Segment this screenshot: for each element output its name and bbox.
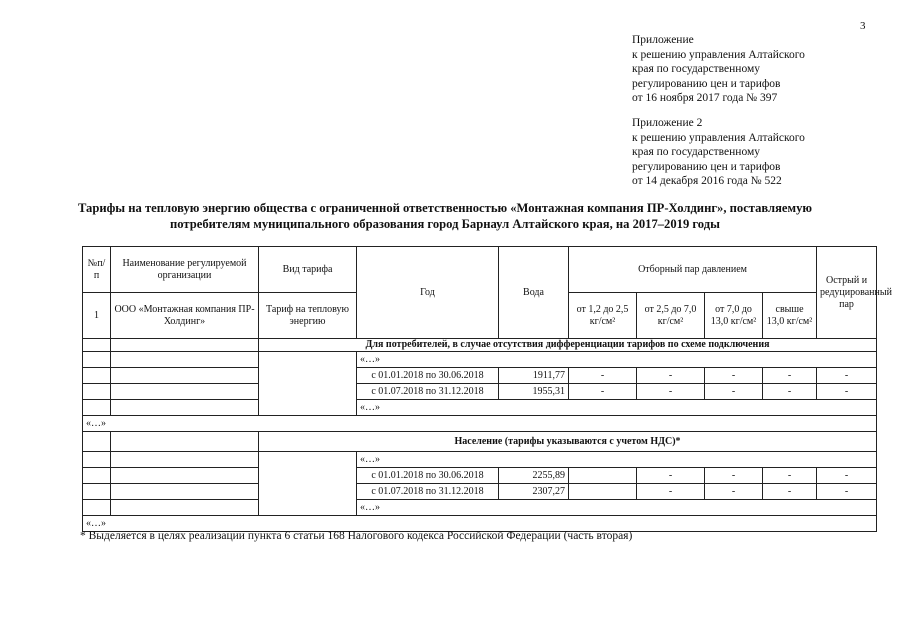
value-cell: - <box>705 384 763 400</box>
title-line-1: Тарифы на тепловую энергию общества с ограниченной ответственностью «Монтажная компания ПР-Холдинг», поставляемую <box>77 201 813 215</box>
value-cell: - <box>705 368 763 384</box>
value-cell: - <box>705 468 763 484</box>
appendix-line: края по государственному <box>632 63 760 76</box>
section1-title: Для потребителей, в случае отсутствия дифференциации тарифов по схеме подключения <box>259 339 877 352</box>
value-cell: - <box>637 468 705 484</box>
section2-ellipsis-bottom: «…» <box>357 500 877 516</box>
appendix-previous <box>632 116 872 189</box>
header-org: Наименование регулируемой организации <box>111 247 259 293</box>
section2-title: Население (тарифы указываются с учетом НДС)* <box>259 432 877 452</box>
header-pressure-2: от 2,5 до 7,0 кг/см² <box>637 293 705 339</box>
appendix-line: к решению управления Алтайского <box>632 131 805 144</box>
table-row <box>83 400 877 416</box>
value-cell: - <box>569 384 637 400</box>
water-value: 2255,89 <box>499 468 569 484</box>
table-row <box>83 452 877 468</box>
header-sharp-steam: Острый и редуцированный пар <box>817 247 877 339</box>
value-cell: - <box>763 384 817 400</box>
section1-ellipsis-bottom: «…» <box>357 400 877 416</box>
value-cell: - <box>817 484 877 500</box>
table-row <box>83 484 877 500</box>
value-cell: - <box>763 468 817 484</box>
document-title <box>20 201 870 232</box>
tariff-table <box>82 246 892 532</box>
org-tariff-type: Тариф на тепловую энергию <box>259 293 357 339</box>
header-row-1 <box>83 247 877 293</box>
section1-ellipsis-top: «…» <box>357 352 877 368</box>
footnote: * Выделяется в целях реализации пункта 6 статьи 168 Налогового кодекса Российской Федерации (часть вторая) <box>80 530 633 542</box>
appendix-line: регулированию цен и тарифов <box>632 160 781 173</box>
section2-ellipsis-top: «…» <box>357 452 877 468</box>
separator-ellipsis: «…» <box>83 516 877 532</box>
value-cell: - <box>817 468 877 484</box>
appendix-line: Приложение <box>632 34 694 46</box>
value-cell: - <box>637 484 705 500</box>
table-row <box>83 368 877 384</box>
header-pressure-4: свыше 13,0 кг/см² <box>763 293 817 339</box>
table-row <box>83 384 877 400</box>
header-tariff-type: Вид тарифа <box>259 247 357 293</box>
header-steam-group: Отборный пар давлением <box>569 247 817 293</box>
value-cell: - <box>637 368 705 384</box>
title-line-2: потребителям муниципального образования город Барнаул Алтайского края, на 2017–2019 годы <box>170 216 720 231</box>
table-row <box>83 468 877 484</box>
value-cell: - <box>763 368 817 384</box>
table-row <box>83 352 877 368</box>
value-cell: - <box>763 484 817 500</box>
value-cell: - <box>705 484 763 500</box>
period-cell: с 01.01.2018 по 30.06.2018 <box>357 368 499 384</box>
header-pressure-3: от 7,0 до 13,0 кг/см² <box>705 293 763 339</box>
water-value: 2307,27 <box>499 484 569 500</box>
water-value: 1911,77 <box>499 368 569 384</box>
table-row <box>83 500 877 516</box>
appendix-line: от 16 ноября 2017 года № 397 <box>632 92 778 105</box>
section1-title-row <box>83 339 877 352</box>
header-pressure-1: от 1,2 до 2,5 кг/см² <box>569 293 637 339</box>
value-cell: - <box>817 368 877 384</box>
header-water: Вода <box>499 247 569 339</box>
appendix-line: Приложение 2 <box>632 117 703 129</box>
separator-row <box>83 416 877 432</box>
appendix-line: регулированию цен и тарифов <box>632 77 781 90</box>
water-value: 1955,31 <box>499 384 569 400</box>
org-num: 1 <box>83 293 111 339</box>
appendix-line: края по государственному <box>632 146 760 159</box>
header-year: Год <box>357 247 499 339</box>
separator-ellipsis: «…» <box>83 416 877 432</box>
value-cell: - <box>817 384 877 400</box>
value-cell <box>569 484 637 500</box>
page-number: 3 <box>860 20 866 32</box>
value-cell: - <box>637 384 705 400</box>
org-name: ООО «Монтажная компания ПР-Холдинг» <box>111 293 259 339</box>
appendix-current <box>632 33 872 106</box>
period-cell: с 01.01.2018 по 30.06.2018 <box>357 468 499 484</box>
value-cell: - <box>569 368 637 384</box>
appendix-line: от 14 декабря 2016 года № 522 <box>632 175 782 188</box>
period-cell: с 01.07.2018 по 31.12.2018 <box>357 484 499 500</box>
header-num: №п/п <box>83 247 111 293</box>
value-cell <box>569 468 637 484</box>
appendix-line: к решению управления Алтайского <box>632 48 805 61</box>
period-cell: с 01.07.2018 по 31.12.2018 <box>357 384 499 400</box>
section2-title-row <box>83 432 877 452</box>
